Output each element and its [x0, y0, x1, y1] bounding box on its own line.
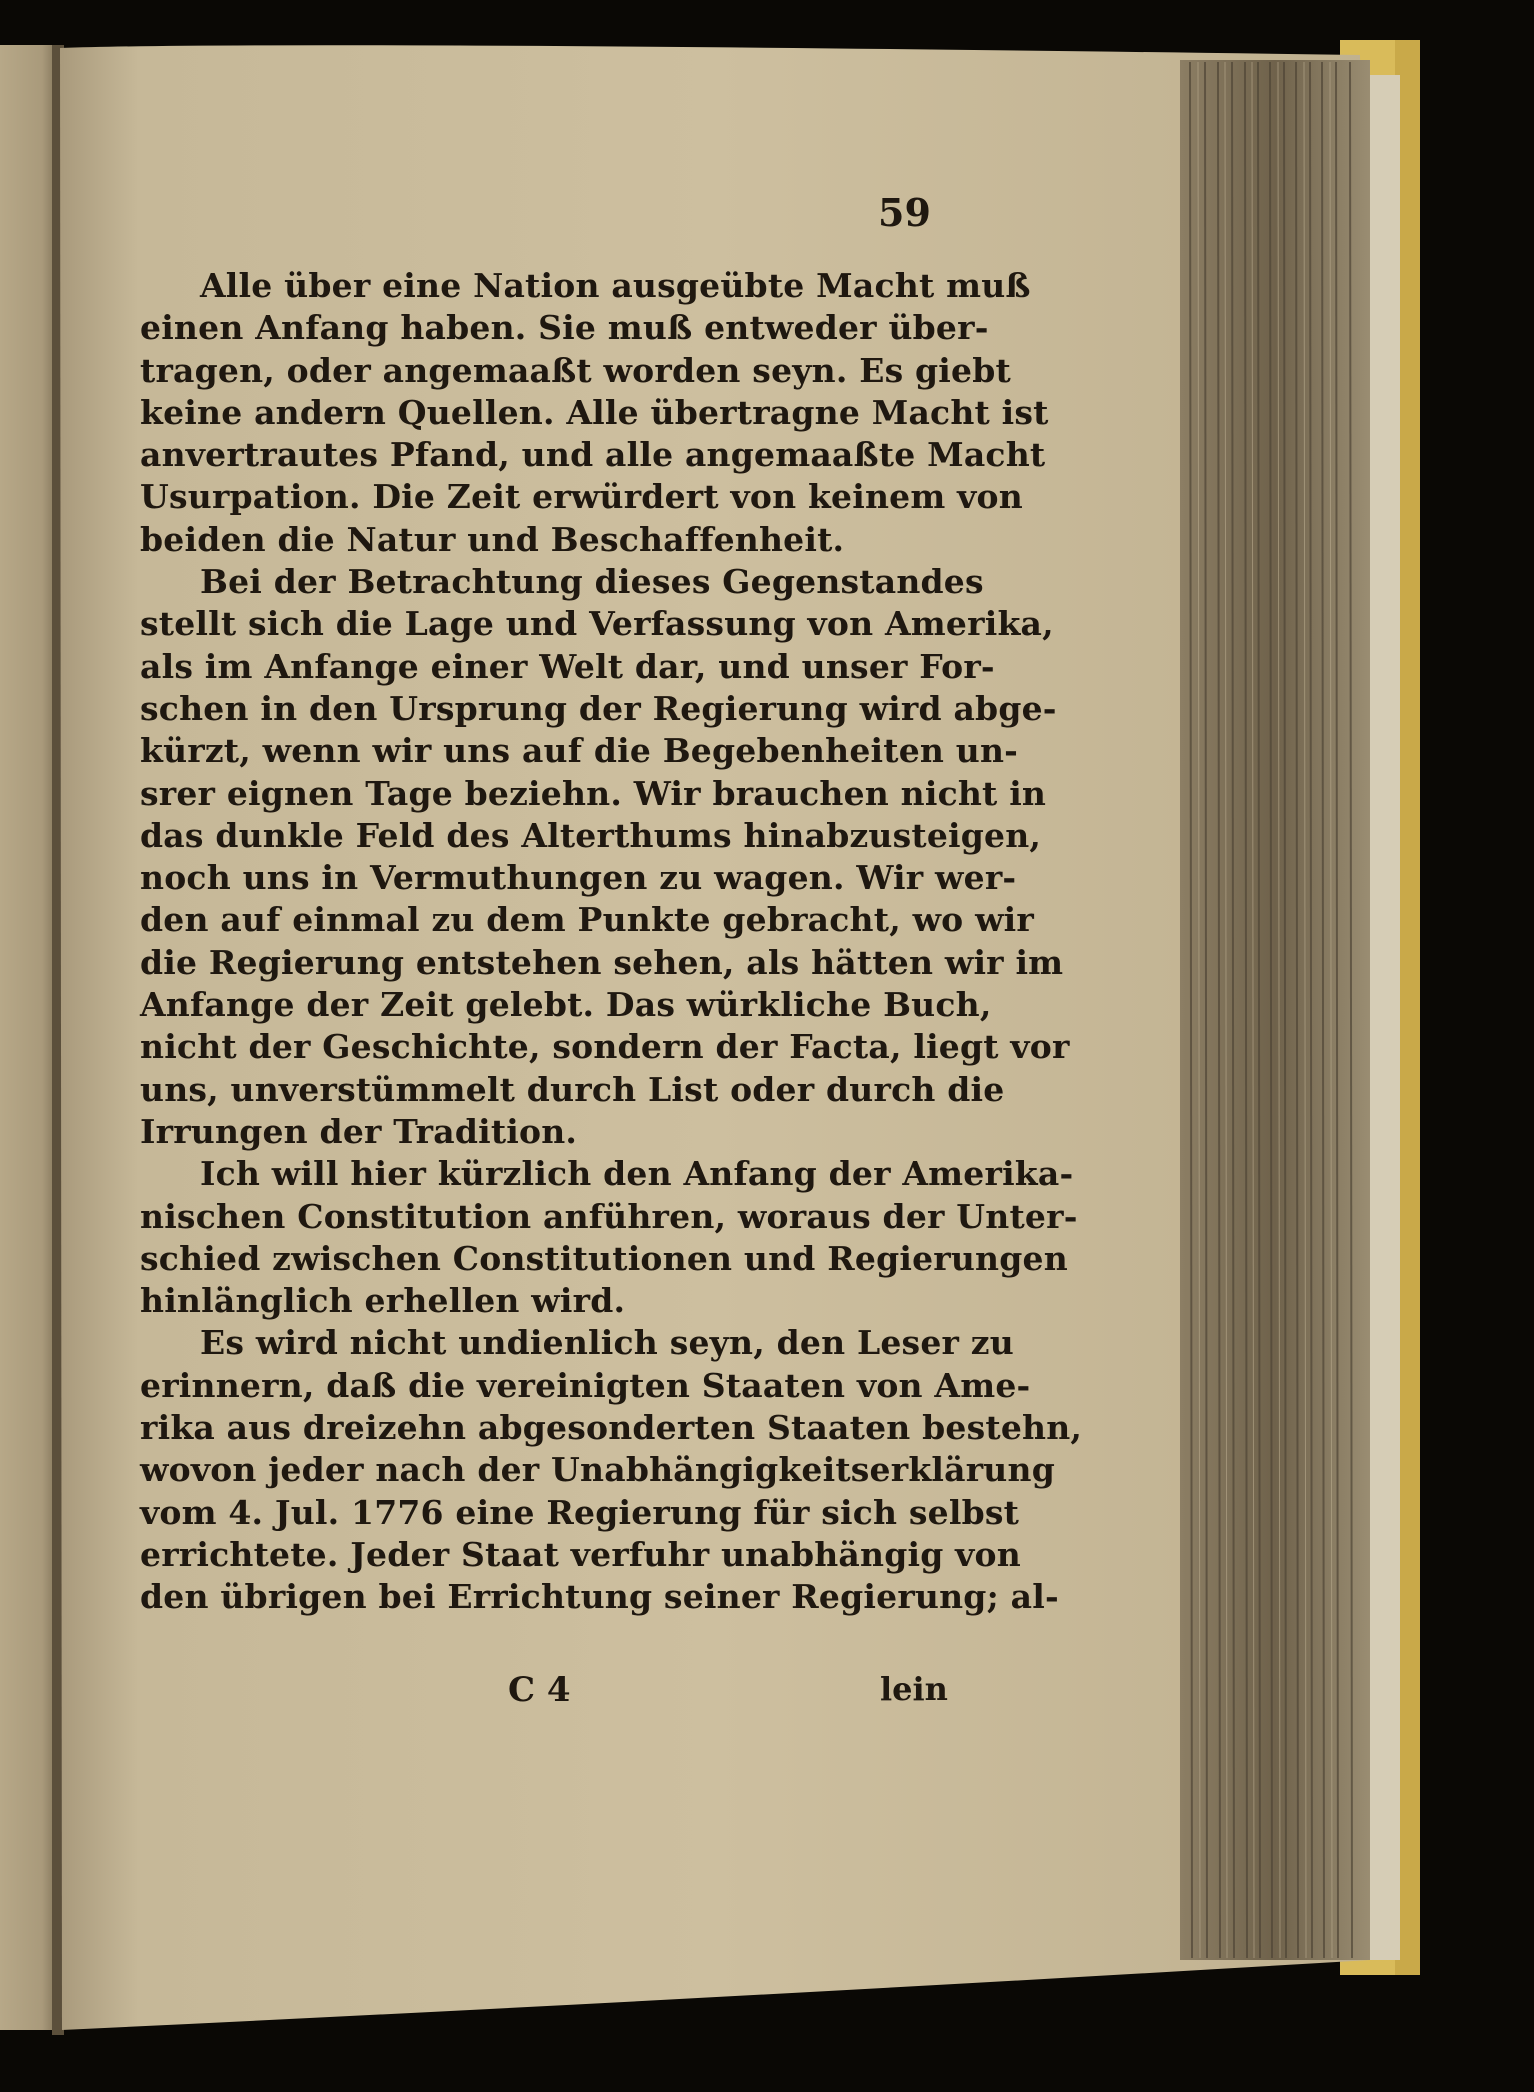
text-line: nicht der Geschichte, sondern der Facta, liegt vor [140, 1027, 1070, 1067]
signature-mark: C 4 [508, 1670, 571, 1710]
text-line: schen in den Ursprung der Regierung wird abge- [140, 688, 1057, 728]
text-line: wovon jeder nach der Unabhängigkeitserklärung [140, 1450, 1055, 1490]
text-line: Usurpation. Die Zeit erwürdert von keinem von [140, 477, 1023, 517]
left-page [0, 45, 60, 2030]
text-line: beiden die Natur und Beschaffenheit. [140, 519, 845, 559]
paragraph-3 [140, 1153, 1078, 1322]
page-number: 59 [878, 190, 931, 235]
text-line: schied zwischen Constitutionen und Regierungen [140, 1238, 1068, 1278]
text-line: errichtete. Jeder Staat verfuhr unabhängig von [140, 1534, 1021, 1574]
text-line: tragen, oder angemaaßt worden seyn. Es giebt [140, 350, 1011, 390]
text-line: vom 4. Jul. 1776 eine Regierung für sich selbst [140, 1492, 1020, 1532]
text-line: nischen Constitution anführen, woraus der Unter- [140, 1196, 1078, 1236]
paragraph-1 [140, 265, 1049, 561]
text-line: die Regierung entstehen sehen, als hätten wir im [140, 942, 1064, 982]
text-line: rika aus dreizehn abgesonderten Staaten bestehn, [140, 1408, 1083, 1448]
catchword: lein [880, 1670, 948, 1708]
text-line: srer eignen Tage beziehn. Wir brauchen nicht in [140, 773, 1047, 813]
text-line: Alle über eine Nation ausgeübte Macht muß [200, 266, 1031, 305]
page-body-text [140, 265, 1083, 1619]
text-line: Irrungen der Tradition. [140, 1111, 578, 1151]
text-line: uns, unverstümmelt durch List oder durch die [140, 1069, 1005, 1109]
text-line: den übrigen bei Errichtung seiner Regierung; al- [140, 1577, 1059, 1617]
text-line: noch uns in Vermuthungen zu wagen. Wir wer- [140, 858, 1017, 898]
text-line: einen Anfang haben. Sie muß entweder über- [140, 308, 989, 348]
text-line: anvertrautes Pfand, und alle angemaaßte Macht [140, 435, 1046, 475]
text-line: keine andern Quellen. Alle übertragne Macht ist [140, 392, 1049, 432]
text-line: Bei der Betrachtung dieses Gegenstandes [200, 562, 984, 602]
text-line: Ich will hier kürzlich den Anfang der Amerika- [200, 1154, 1074, 1194]
paragraph-4 [140, 1322, 1083, 1618]
text-line: erinnern, daß die vereinigten Staaten von Ame- [140, 1365, 1031, 1405]
paragraph-2 [140, 561, 1070, 1153]
text-line: den auf einmal zu dem Punkte gebracht, wo wir [140, 900, 1035, 940]
text-line: als im Anfange einer Welt dar, und unser For- [140, 646, 995, 686]
text-line: Es wird nicht undienlich seyn, den Leser zu [200, 1323, 1014, 1363]
text-line: das dunkle Feld des Alterthums hinabzusteigen, [140, 815, 1042, 855]
text-line: hinlänglich erhellen wird. [140, 1281, 626, 1321]
text-line: Anfange der Zeit gelebt. Das würkliche Buch, [140, 985, 992, 1025]
page-edge-stack [1180, 60, 1370, 1960]
text-line: stellt sich die Lage und Verfassung von Amerika, [140, 604, 1054, 644]
text-line: kürzt, wenn wir uns auf die Begebenheiten un- [140, 731, 1019, 771]
